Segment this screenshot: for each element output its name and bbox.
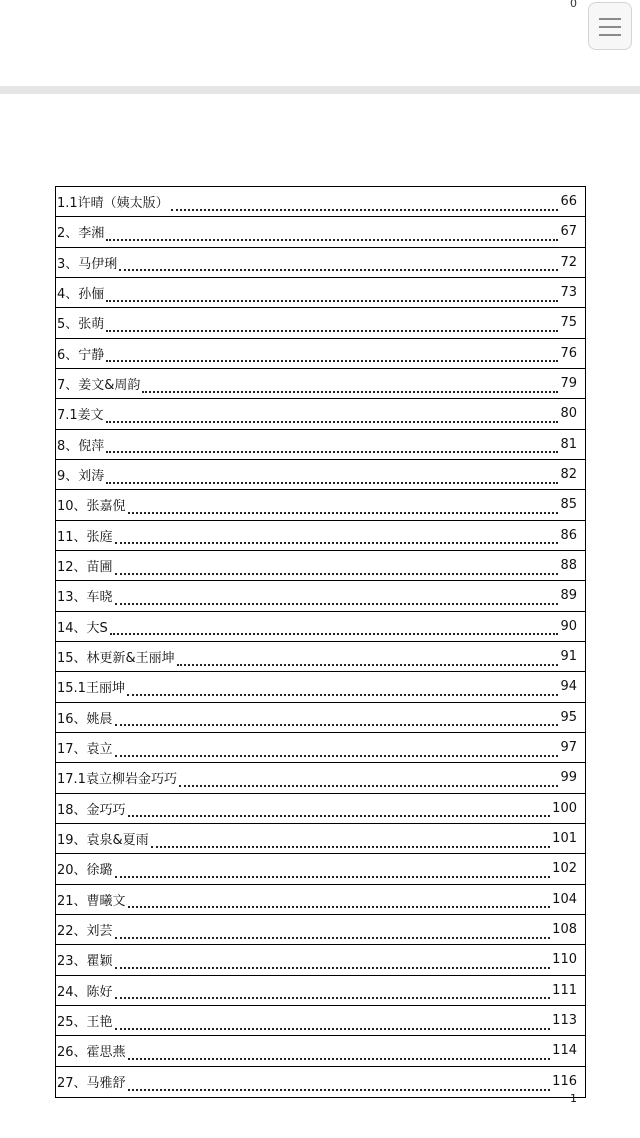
hamburger-menu-icon-line: [599, 26, 621, 28]
toc-entry-title: 20、徐璐: [57, 863, 113, 879]
toc-entry-page: 97: [560, 740, 577, 756]
toc-entry-title: 27、马雅舒: [57, 1076, 126, 1092]
toc-entry-page: 85: [560, 497, 577, 513]
toc-dot-leader: [106, 350, 558, 362]
toc-entry-title: 7、姜文&周韵: [57, 378, 141, 394]
toc-entry-title: 4、孙俪: [57, 287, 105, 303]
toc-row[interactable]: [56, 308, 585, 338]
toc-dot-leader: [128, 805, 551, 817]
toc-entry-title: 22、刘芸: [57, 924, 113, 940]
toc-entry-title: 14、大S: [57, 620, 108, 636]
toc-dot-leader: [110, 623, 559, 635]
toc-dot-leader: [115, 927, 551, 939]
toc-dot-leader: [179, 775, 559, 787]
toc-dot-leader: [128, 1048, 551, 1060]
toc-entry-page: 116: [552, 1074, 577, 1090]
toc-dot-leader: [128, 502, 559, 514]
toc-dot-leader: [106, 320, 558, 332]
toc-row[interactable]: [56, 248, 585, 278]
toc-row[interactable]: [56, 672, 585, 702]
toc-entry-page: 113: [552, 1013, 577, 1029]
toc-dot-leader: [177, 654, 559, 666]
toc-row[interactable]: [56, 430, 585, 460]
toc-entry-page: 104: [552, 891, 577, 907]
toc-row[interactable]: [56, 763, 585, 793]
toc-entry-title: 18、金巧巧: [57, 802, 126, 818]
toc-entry-page: 79: [560, 376, 577, 392]
toc-entry-title: 9、刘涛: [57, 469, 105, 485]
toc-row[interactable]: [56, 642, 585, 672]
toc-row[interactable]: [56, 612, 585, 642]
toc-entry-page: 95: [560, 709, 577, 725]
toc-row[interactable]: [56, 885, 585, 915]
toc-entry-page: 110: [552, 952, 577, 968]
toc-entry-title: 23、瞿颖: [57, 954, 113, 970]
toc-dot-leader: [115, 1018, 551, 1030]
toc-dot-leader: [115, 593, 559, 605]
toc-entry-page: 66: [560, 194, 577, 210]
toc-dot-leader: [119, 259, 558, 271]
toc-row[interactable]: [56, 369, 585, 399]
toc-entry-page: 100: [552, 800, 577, 816]
toc-entry-page: 67: [560, 224, 577, 240]
toc-entry-page: 88: [560, 558, 577, 574]
toc-row[interactable]: [56, 824, 585, 854]
toc-row[interactable]: [56, 1067, 585, 1097]
toc-entry-page: 101: [552, 831, 577, 847]
toc-row[interactable]: [56, 915, 585, 945]
toc-entry-title: 2、李湘: [57, 226, 105, 242]
toc-dot-leader: [127, 684, 559, 696]
table-of-contents: [55, 186, 586, 1098]
toc-entry-page: 90: [560, 618, 577, 634]
toc-dot-leader: [128, 1079, 551, 1091]
document-page: [0, 94, 640, 1138]
toc-row[interactable]: [56, 551, 585, 581]
toc-entry-title: 6、宁静: [57, 347, 105, 363]
toc-dot-leader: [106, 229, 558, 241]
toc-row[interactable]: [56, 733, 585, 763]
toc-dot-leader: [106, 290, 558, 302]
toc-row[interactable]: [56, 399, 585, 429]
toc-entry-page: 89: [560, 588, 577, 604]
toc-entry-title: 21、曹曦文: [57, 893, 126, 909]
toc-row[interactable]: [56, 703, 585, 733]
toc-dot-leader: [106, 411, 559, 423]
toc-entry-title: 15、林更新&王丽坤: [57, 651, 175, 667]
toc-dot-leader: [106, 441, 558, 453]
toc-dot-leader: [115, 866, 551, 878]
toc-entry-title: 11、张庭: [57, 529, 113, 545]
toc-row[interactable]: [56, 854, 585, 884]
hamburger-menu-icon-line: [599, 34, 621, 36]
menu-button[interactable]: [588, 2, 632, 50]
page-number: 1: [570, 1092, 577, 1105]
toc-entry-title: 8、倪萍: [57, 438, 105, 454]
toc-row[interactable]: [56, 217, 585, 247]
toc-row[interactable]: [56, 490, 585, 520]
toc-dot-leader: [142, 381, 558, 393]
toc-row[interactable]: [56, 945, 585, 975]
toc-row[interactable]: [56, 278, 585, 308]
toc-entry-title: 13、车晓: [57, 590, 113, 606]
toc-entry-title: 5、张萌: [57, 317, 105, 333]
top-bar-divider: [0, 86, 640, 94]
toc-row[interactable]: [56, 339, 585, 369]
toc-entry-page: 94: [560, 679, 577, 695]
toc-entry-title: 15.1王丽坤: [57, 681, 125, 697]
toc-entry-page: 73: [560, 285, 577, 301]
toc-entry-page: 91: [560, 649, 577, 665]
toc-entry-page: 76: [560, 345, 577, 361]
toc-entry-page: 99: [560, 770, 577, 786]
toc-row[interactable]: [56, 187, 585, 217]
toc-entry-page: 102: [552, 861, 577, 877]
toc-entry-title: 25、王艳: [57, 1015, 113, 1031]
toc-entry-page: 72: [560, 254, 577, 270]
toc-dot-leader: [171, 199, 559, 211]
toc-entry-page: 80: [560, 406, 577, 422]
toc-dot-leader: [106, 472, 558, 484]
toc-entry-title: 17、袁立: [57, 742, 113, 758]
toc-dot-leader: [115, 987, 551, 999]
hamburger-menu-icon: [599, 18, 621, 20]
toc-dot-leader: [115, 532, 559, 544]
toc-entry-page: 81: [560, 436, 577, 452]
toc-entry-title: 26、霍思燕: [57, 1045, 126, 1061]
toc-entry-page: 111: [552, 982, 577, 998]
toc-entry-title: 16、姚晨: [57, 711, 113, 727]
toc-dot-leader: [115, 714, 559, 726]
toc-dot-leader: [151, 836, 550, 848]
toc-entry-title: 24、陈好: [57, 984, 113, 1000]
toc-row[interactable]: [56, 521, 585, 551]
toc-entry-title: 12、苗圃: [57, 560, 113, 576]
toc-entry-page: 75: [560, 315, 577, 331]
toc-entry-page: 114: [552, 1043, 577, 1059]
toc-entry-page: 86: [560, 527, 577, 543]
toc-entry-title: 7.1姜文: [57, 408, 104, 424]
toc-row[interactable]: [56, 794, 585, 824]
toc-dot-leader: [115, 563, 559, 575]
toc-entry-title: 17.1袁立柳岩金巧巧: [57, 772, 177, 788]
toc-row[interactable]: [56, 976, 585, 1006]
toc-row[interactable]: [56, 581, 585, 611]
toc-entry-title: 10、张嘉倪: [57, 499, 126, 515]
toc-dot-leader: [128, 896, 551, 908]
toc-entry-title: 3、马伊琍: [57, 256, 118, 272]
toc-entry-title: 1.1许晴（姨太版）: [57, 196, 169, 212]
toc-dot-leader: [115, 957, 551, 969]
toc-dot-leader: [115, 745, 559, 757]
toc-row[interactable]: [56, 1036, 585, 1066]
toc-entry-title: 19、袁泉&夏雨: [57, 833, 149, 849]
toc-entry-page: 82: [560, 467, 577, 483]
toc-row[interactable]: [56, 460, 585, 490]
top-bar: [0, 0, 640, 86]
toc-entry-page: 108: [552, 922, 577, 938]
page-counter: 0: [570, 0, 577, 10]
toc-row[interactable]: [56, 1006, 585, 1036]
